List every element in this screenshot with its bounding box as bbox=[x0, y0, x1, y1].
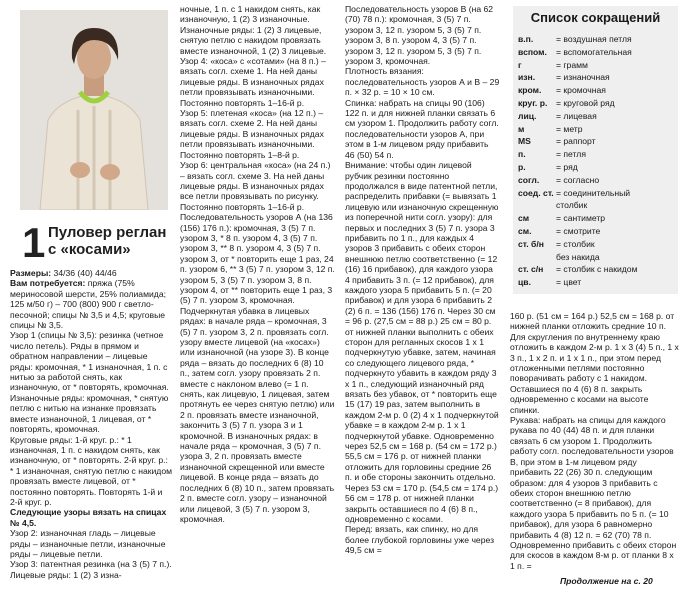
abbreviation-meaning: = метр bbox=[556, 123, 583, 134]
sleeves-instructions: Рукава: набрать на спицы для каждого рукава по 40 (44) 48 п. и для планки связать 6 см узором 1. Продолжить работу согл. последовательности узоров В, при этом в 1-м лицевом ряду прибавить 22 (26) 30 п. следующим образом: для 4 узоров 3 прибавить с обеих сторон внешнюю петлю соответственно (= 8 прибавок), для каждого узора 5 прибавить по 5 п. (= 10 прибавок), для узора 6 равномерно прибавить 4 (8) 12 п. = 62 (70) 78 п. Одновременно прибавить с обеих сторон для скосов в каждом 8-м р. от планки 8 х 1 п. = bbox=[510, 415, 677, 571]
decrease-note: Подчеркнутая убавка в лицевых рядах: в начале ряда – кромочная, 3 (5) 7 п. узором 3, 2 п. провязать согл. узору вместе лицевой (на «косах») или изнаночной (на узоре 3). В конце ряда – вязать до последних 6 (8) 10 п., затем согл. узору провязать 2 п. вместе с наклоном влево (= 1 п. снять, как лицевую, 1 лицевая, затем протянуть ее через снятую петлю) или 2 п. провязать вместе изнаночной, закончить 3 (5) 7 п. узора 3 и 1 кромочной. В изнаночных рядах: в начале ряда – кромочная, 3 (5) 7 п. узора 3, 2 п. провязать вместе изнаночной скрещенной или вместе лицевой. В конце ряда – вязать до последних 6 (8) 10 п., затем провязать 2 п. вместе согл. узору – изнаночной или лицевой, 3 (5) 7 п. узором 3, кромочная. bbox=[180, 305, 335, 524]
column-4 bbox=[510, 311, 680, 571]
pattern-6: Узор 6: центральная «коса» (на 24 п.) – вязать согл. схеме 3. На ней даны лицевые ряды. В изнаночных рядах все петли провязывать по рисунку. Постоянно повторять 1–16-й р. bbox=[180, 160, 331, 212]
pattern-3-cont: ночные, 1 п. с 1 накидом снять, как изнаночную, 1 (2) 3 изнаночные. Изнаночные ряды: 1 (2) 3 лицевые, снятую петлю с накидом провязать вместе изнаночной, 1 (2) 3 лицевые. bbox=[180, 4, 327, 56]
abbreviation-meaning: без накида bbox=[556, 251, 600, 262]
pattern-title: Пуловер реглан с «косами» bbox=[48, 224, 167, 258]
sizes-line: Размеры: 34/36 (40) 44/46 bbox=[10, 268, 117, 278]
model-illustration bbox=[20, 10, 168, 210]
materials-line: Вам потребуется: пряжа (75% мериносовой шерсти, 25% полиамида; 125 м/50 г) – 700 (800) 900 г светло-песочной; спицы № 3,5 и 4,5; круговые спицы № 3,5. bbox=[10, 278, 166, 331]
needle-note: Следующие узоры вязать на спицах № 4,5. bbox=[10, 507, 167, 528]
abbreviation-key: кром. bbox=[518, 85, 542, 96]
sequence-a: Последовательность узоров А (на 136 (156) 176 п.): кромочная, 3 (5) 7 п. узором 3, * 8 п. узором 4, 3 (5) 7 п. узором 3, ** 8 п. узором 4, 3 (5) 7 п. узором 3, от * повторить еще 1 раз, 24 п. узором 6, ** 3 (5) 7 п. узором 3, 12 п. узором 5, 3 (5) 7 п. узором 3, 8 п. узором 4, от ** повторить еще 1 раз, 3 (5) 7 п. узором 3, кромочная. bbox=[180, 212, 335, 306]
abbreviation-meaning: = согласно bbox=[556, 174, 600, 185]
abbreviations-panel bbox=[513, 6, 678, 294]
abbreviation-meaning: = ряд bbox=[556, 162, 578, 172]
abbreviation-meaning: = столбик bbox=[556, 238, 595, 249]
abbreviation-key: круг. р. bbox=[518, 98, 548, 108]
pattern-5: Узор 5: плетеная «коса» (на 12 п.) – вязать согл. схеме 2. На ней даны лицевые ряды. В изнаночных рядах петли провязывать изнаночными. Постоянно повторять 1–8-й р. bbox=[180, 108, 324, 160]
pattern-1: Узор 1 (спицы № 3,5): резинка (четное число петель). Ряды в прямом и обратном направлении – лицевые ряды: кромочная, * 1 изнаночная, 1 п. с нитью за работой снять, как изнаночную, от * повторять, кромочная. Изнаночные ряды: кромочная, * снятую петлю с нитью на изнанке провязать вместе изнаночной, 1 лицевая, от * повторять, кромочная. bbox=[10, 330, 169, 435]
abbreviation-meaning: = петля bbox=[556, 149, 586, 160]
abbreviation-meaning: = сантиметр bbox=[556, 213, 606, 224]
abbreviation-meaning: = раппорт bbox=[556, 136, 596, 147]
abbreviation-key: лиц. bbox=[518, 110, 537, 121]
sequence-b: Последовательность узоров В (на 62 (70) 78 п.): кромочная, 3 (5) 7 п. узором 3, 12 п. узором 5, 3 (5) 7 п. узором 3, 8 п. узором 4, 3 (5) 7 п. узором 3, 12 п. узором 5, 3 (5) 7 п. узором 3, кромочная. bbox=[345, 4, 494, 67]
front-instructions: Перед: вязать, как спинку, но для более глубокой горловины уже через 49,5 см = bbox=[345, 524, 495, 556]
column-3 bbox=[345, 4, 500, 556]
abbreviation-meaning: = кромочная bbox=[556, 85, 606, 96]
abbreviation-key: ст. с/н bbox=[518, 264, 544, 275]
abbreviation-key: г bbox=[518, 59, 522, 70]
abbreviation-meaning: = цвет bbox=[556, 277, 582, 288]
attention-note: Внимание: чтобы один лицевой рубчик резинки постоянно продолжался в виде патентной петли, распределить прибавки (= вывязать 1 лицевую или изнаночную скрещенную из поперечной нити согл. узору): для первых и последних 3 (5) 7 п. узора 3 прибавить по 1 п., для каждых 4 узоров 3 прибавить с обеих сторон внешнюю петлю соответственно (= 12 (16) 16 прибавок), для каждого узора 4 прибавить 3 п. (= 12 прибавок), для каждого узора 5 прибавить 5 п. (= 20 прибавок) и для узора 6 прибавить 2 (2) 6 п. = 136 (156) 176 п. Через 30 см = 96 р. (27,5 см = 88 р.) 25 см = 80 р. от нижней планки выполнить с обеих сторон для регланных скосов 1 х 1 подчеркнутую убавке, затем, начиная со следующего лицевого ряда, * подчеркнуто убавить в каждом ряду 3 х 1 п., следующий изнаночный ряд вязать без убавок, от * повторить еще 15 (17) 19 раз, затем выполнить в каждом 2-м р. 0 (2) 4 х 1 подчеркнутой убавке = в каждом 2-м р. 1 х 1 подчеркнутой убавке. Одновременно через 52,5 см = 168 р. (54 см = 172 р.) 55,5 см = 176 р. от нижней планки отложить для горловины средние 26 п. и обе стороны закончить отдельно. Через 53 см = 170 р. (54,5 см = 174 р.) 56 см = 178 р. от нижней планки закрыть оставшиеся по 4 (6) 8 п., одновременно с косами. bbox=[345, 160, 499, 524]
pattern-3: Узор 3: патентная резинка (на 3 (5) 7 п.). Лицевые ряды: 1 (2) 3 изна- bbox=[10, 559, 172, 580]
abbreviation-key: соед. ст. bbox=[518, 187, 554, 198]
back-instructions: Спинка: набрать на спицы 90 (106) 122 п. и для нижней планки связать 6 см узором 1. Продолжить работу согл. последовательности узоров А, при этом в 1-м лицевом ряду прибавить 46 (50) 54 п. bbox=[345, 97, 499, 160]
abbreviation-meaning: = столбик с накидом bbox=[556, 264, 638, 275]
column-2 bbox=[180, 4, 335, 524]
abbreviation-meaning: = грамм bbox=[556, 59, 588, 70]
front-cont: 160 р. (51 см = 164 р.) 52,5 см = 168 р. от нижней планки отложить средние 10 п. Для скругления по внутреннему краю отложить в каждом 2-м р. 1 х 3 (4) 5 п., 1 х 3 п., 1 х 2 п. и 1 х 1 п., при этом перед отложенными петлями постоянно поворачивать работу с 1 накидом. Оставшиеся по 4 (6) 8 п. закрыть одновременно с косами на высоте спинки. bbox=[510, 311, 679, 415]
abbreviation-key: MS bbox=[518, 136, 531, 147]
abbreviation-meaning: = изнаночная bbox=[556, 72, 610, 83]
abbreviation-meaning: = вспомогательная bbox=[556, 46, 632, 57]
abbreviation-key: в.п. bbox=[518, 34, 534, 44]
abbreviation-meaning: = соединительный bbox=[556, 187, 631, 198]
abbreviation-key: цв. bbox=[518, 277, 531, 288]
abbreviation-meaning: = смотрите bbox=[556, 226, 601, 236]
abbreviation-key: изн. bbox=[518, 72, 536, 83]
abbreviation-key: см bbox=[518, 213, 530, 224]
abbreviation-key: ст. б/н bbox=[518, 238, 544, 249]
abbreviations-title: Список сокращений bbox=[530, 10, 661, 25]
model-photo bbox=[20, 10, 168, 210]
abbreviation-meaning: = круговой ряд bbox=[556, 98, 615, 108]
continued-note: Продолжение на с. 20 bbox=[560, 576, 653, 586]
abbreviation-meaning: столбик bbox=[556, 200, 588, 211]
abbreviation-key: п. bbox=[518, 149, 526, 160]
gauge: Плотность вязания: последовательность узоров А и В – 29 п. × 32 р. = 10 × 10 см. bbox=[345, 66, 500, 98]
abbreviation-key: м bbox=[518, 123, 525, 134]
abbreviation-key: согл. bbox=[518, 174, 540, 185]
pattern-1-round: Круговые ряды: 1-й круг. р.: * 1 изнаночная, 1 п. с накидом снять, как изнаночную, от * повторять. 2-й круг. р.: * 1 изнаночная, снятую петлю с накидом провязать вместе лицевой, от * постоянно повторять. Повторять 1-й и 2-й круг. р. bbox=[10, 434, 173, 507]
abbreviation-key: см. bbox=[518, 226, 532, 236]
pattern-4: Узор 4: «коса» с «сотами» (на 8 п.) – вязать согл. схеме 1. На ней даны лицевые ряды. В изнаночных рядах петли провязывать изнаночными. Постоянно повторять 1–16-й р. bbox=[180, 56, 326, 108]
abbreviation-meaning: = воздушная петля bbox=[556, 34, 632, 44]
pattern-number: 1 bbox=[22, 219, 46, 266]
pattern-2: Узор 2: изнаночная гладь – лицевые ряды – изнаночные петли, изнаночные ряды – лицевые петли. bbox=[10, 528, 166, 559]
abbreviation-key: р. bbox=[518, 162, 526, 172]
column-1 bbox=[10, 268, 172, 580]
abbreviation-key: вспом. bbox=[518, 46, 547, 57]
abbreviation-meaning: = лицевая bbox=[556, 110, 597, 121]
